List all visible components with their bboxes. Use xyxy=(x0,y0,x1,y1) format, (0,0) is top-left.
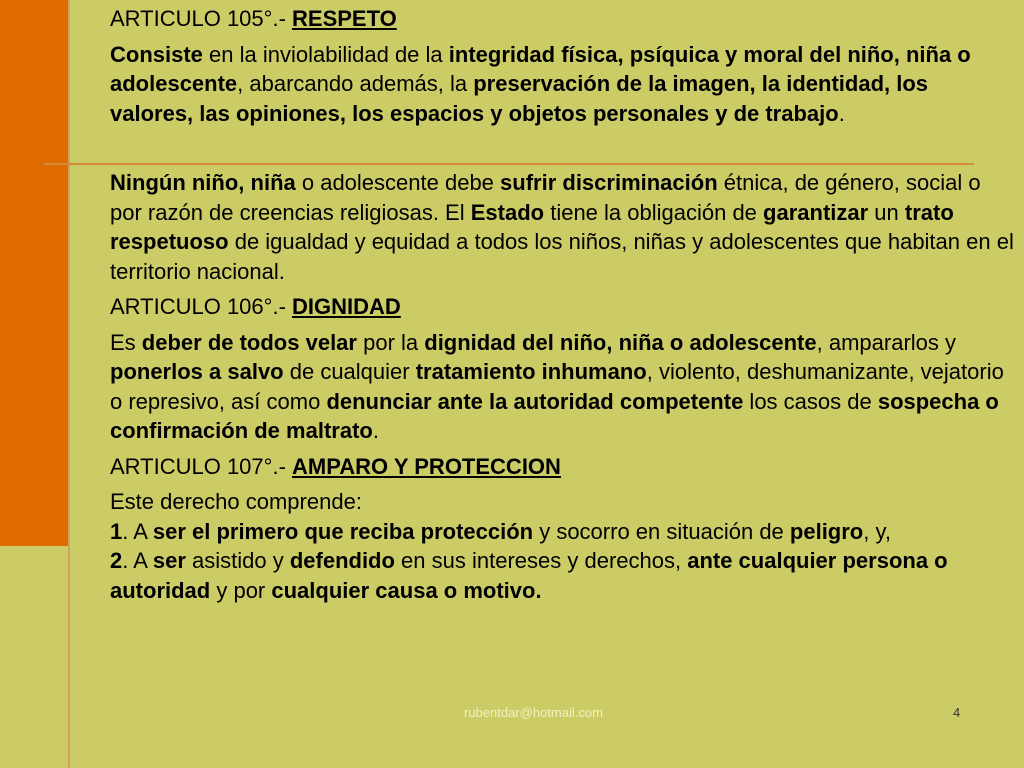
article-105-paragraph: Consiste en la inviolabilidad de la integridad física, psíquica y moral del niño, niña o adolescente, abarcando además, la preservación de la imagen, la identidad, los valores, las opiniones, los espacios y objetos personales y de trabajo. xyxy=(110,41,971,126)
slide-body xyxy=(110,4,1016,605)
article-106-title: DIGNIDAD xyxy=(292,294,401,319)
accent-bar xyxy=(0,0,68,546)
article-105-title: RESPETO xyxy=(292,6,397,31)
article-107-intro: Este derecho comprende: xyxy=(110,489,362,514)
article-106-paragraph: Es deber de todos velar por la dignidad del niño, niña o adolescente, ampararlos y ponerlos a salvo de cualquier tratamiento inhumano, violento, deshumanizante, vejatorio o represivo, así como denunciar ante la autoridad competente los casos de sospecha o confirmación de maltrato. xyxy=(110,329,1004,443)
article-107-item-2: 2. A ser asistido y defendido en sus intereses y derechos, ante cualquier persona o autoridad y por cualquier causa o motivo. xyxy=(110,548,948,603)
article-106-heading: ARTICULO 106°.- DIGNIDAD xyxy=(110,294,401,319)
article-107-title: AMPARO Y PROTECCION xyxy=(292,453,561,479)
footer-email: rubentdar@hotmail.com xyxy=(464,705,603,720)
page-number: 4 xyxy=(953,705,961,720)
vertical-rule xyxy=(68,0,70,768)
article-107-item-1: 1. A ser el primero que reciba protección y socorro en situación de peligro, y, xyxy=(110,518,891,544)
article-105-heading: ARTICULO 105°.- RESPETO xyxy=(110,6,397,31)
article-107-heading: ARTICULO 107°.- AMPARO Y PROTECCION xyxy=(110,453,561,479)
article-105-paragraph-2: Ningún niño, niña o adolescente debe sufrir discriminación étnica, de género, social o por razón de creencias religiosas. El Estado tiene la obligación de garantizar un trato respetuoso de igualdad y equidad a todos los niños, niñas y adolescentes que habitan en el territorio nacional. xyxy=(110,170,1014,284)
